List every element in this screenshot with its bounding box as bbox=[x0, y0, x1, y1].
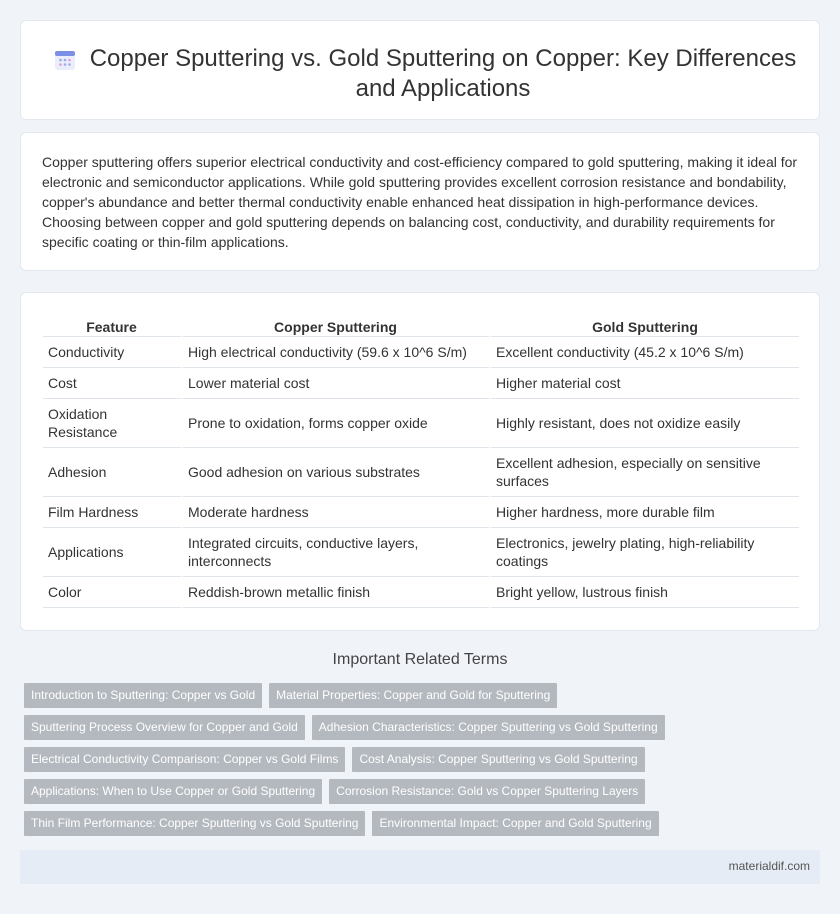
related-term-tag[interactable]: Introduction to Sputtering: Copper vs Gold bbox=[24, 683, 262, 708]
gold-cell: Higher material cost bbox=[491, 368, 799, 399]
feature-cell: Conductivity bbox=[43, 337, 183, 368]
feature-cell: Adhesion bbox=[43, 448, 183, 497]
comparison-table bbox=[43, 315, 799, 608]
tag-row bbox=[24, 715, 804, 740]
related-terms-list bbox=[24, 683, 804, 843]
tag-row bbox=[24, 779, 804, 804]
related-term-tag[interactable]: Cost Analysis: Copper Sputtering vs Gold Sputtering bbox=[352, 747, 644, 772]
intro-paragraph: Copper sputtering offers superior electrical conductivity and cost-efficiency compared to gold sputtering, making it ideal for electronic and semiconductor applications. While gold sputtering provides excellent corrosion resistance and bondability, copper's abundance and better thermal conductivity enable enhanced heat dissipation in high-performance devices. Choosing between copper and gold sputtering depends on balancing cost, conductivity, and durability requirements for specific coating or thin-film applications. bbox=[42, 154, 798, 250]
table-row bbox=[43, 497, 799, 528]
tag-row bbox=[24, 747, 804, 772]
related-term-tag[interactable]: Environmental Impact: Copper and Gold Sputtering bbox=[372, 811, 658, 836]
intro-card bbox=[20, 132, 820, 271]
tag-row bbox=[24, 811, 804, 836]
related-terms-title: Important Related Terms bbox=[332, 651, 508, 668]
related-term-tag[interactable]: Material Properties: Copper and Gold for Sputtering bbox=[269, 683, 557, 708]
feature-cell: Cost bbox=[43, 368, 183, 399]
header-gold: Gold Sputtering bbox=[491, 315, 799, 337]
footer bbox=[20, 850, 820, 884]
feature-cell: Oxidation Resistance bbox=[43, 399, 183, 448]
title-card bbox=[20, 20, 820, 120]
table-row bbox=[43, 528, 799, 577]
table-row bbox=[43, 448, 799, 497]
footer-site-name[interactable]: materialdif.com bbox=[728, 859, 810, 873]
table-row bbox=[43, 399, 799, 448]
gold-cell: Bright yellow, lustrous finish bbox=[491, 577, 799, 608]
calendar-grid-icon bbox=[54, 49, 76, 71]
copper-cell: High electrical conductivity (59.6 x 10^6 S/m) bbox=[183, 337, 491, 368]
gold-cell: Electronics, jewelry plating, high-reliability coatings bbox=[491, 528, 799, 577]
header-feature: Feature bbox=[43, 315, 183, 337]
gold-cell: Excellent adhesion, especially on sensitive surfaces bbox=[491, 448, 799, 497]
copper-cell: Integrated circuits, conductive layers, interconnects bbox=[183, 528, 491, 577]
related-term-tag[interactable]: Adhesion Characteristics: Copper Sputtering vs Gold Sputtering bbox=[312, 715, 665, 740]
feature-cell: Color bbox=[43, 577, 183, 608]
related-term-tag[interactable]: Thin Film Performance: Copper Sputtering vs Gold Sputtering bbox=[24, 811, 365, 836]
related-term-tag[interactable]: Corrosion Resistance: Gold vs Copper Sputtering Layers bbox=[329, 779, 645, 804]
table-row bbox=[43, 577, 799, 608]
gold-cell: Highly resistant, does not oxidize easily bbox=[491, 399, 799, 448]
copper-cell: Lower material cost bbox=[183, 368, 491, 399]
copper-cell: Prone to oxidation, forms copper oxide bbox=[183, 399, 491, 448]
feature-cell: Film Hardness bbox=[43, 497, 183, 528]
copper-cell: Moderate hardness bbox=[183, 497, 491, 528]
table-header-row bbox=[43, 315, 799, 337]
related-term-tag[interactable]: Electrical Conductivity Comparison: Copper vs Gold Films bbox=[24, 747, 345, 772]
table-row bbox=[43, 337, 799, 368]
copper-cell: Reddish-brown metallic finish bbox=[183, 577, 491, 608]
header-copper: Copper Sputtering bbox=[183, 315, 491, 337]
tag-row bbox=[24, 683, 804, 708]
copper-cell: Good adhesion on various substrates bbox=[183, 448, 491, 497]
related-term-tag[interactable]: Applications: When to Use Copper or Gold Sputtering bbox=[24, 779, 322, 804]
related-term-tag[interactable]: Sputtering Process Overview for Copper and Gold bbox=[24, 715, 305, 740]
gold-cell: Excellent conductivity (45.2 x 10^6 S/m) bbox=[491, 337, 799, 368]
feature-cell: Applications bbox=[43, 528, 183, 577]
table-row bbox=[43, 368, 799, 399]
gold-cell: Higher hardness, more durable film bbox=[491, 497, 799, 528]
page-title: Copper Sputtering vs. Gold Sputtering on Copper: Key Differences and Applications bbox=[89, 45, 797, 102]
comparison-table-card bbox=[20, 292, 820, 631]
